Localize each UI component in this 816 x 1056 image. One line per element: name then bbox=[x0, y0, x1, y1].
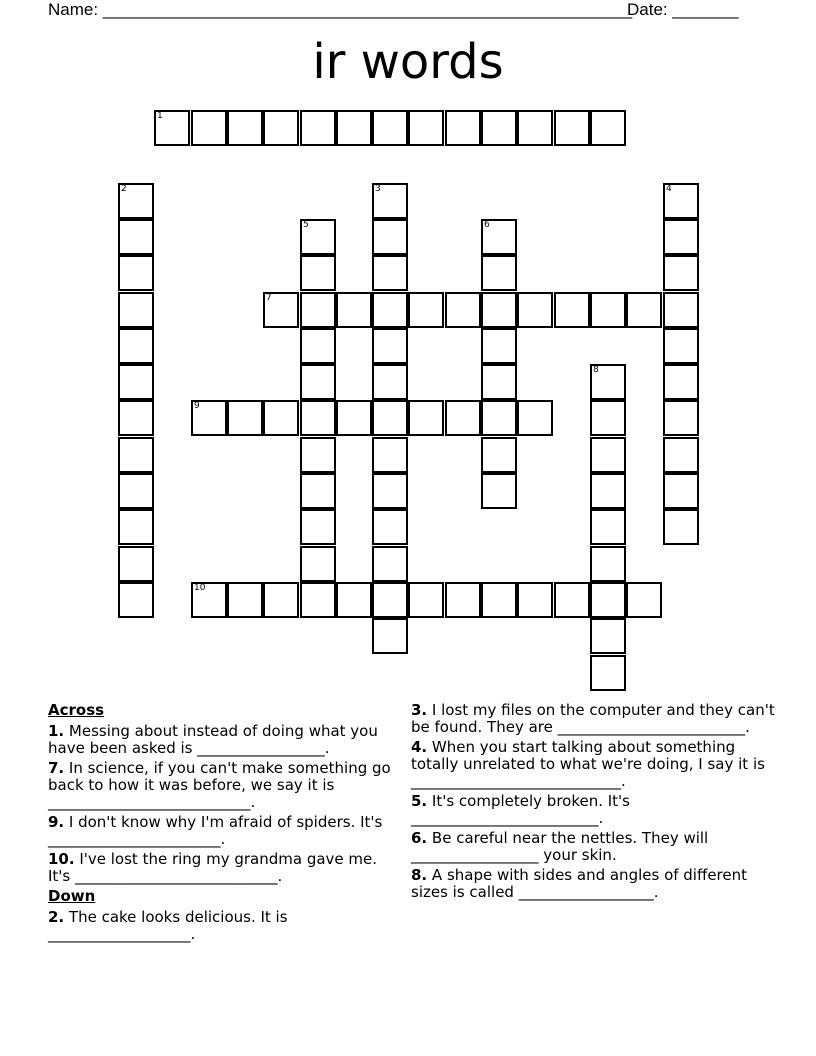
grid-cell[interactable] bbox=[227, 582, 263, 618]
clue-down-8: 8. A shape with sides and angles of different sizes is called __________________. bbox=[411, 866, 747, 901]
clue-down-5: 5. It's completely broken. It's _________________________. bbox=[411, 792, 630, 827]
grid-cell[interactable] bbox=[590, 292, 626, 328]
grid-cell[interactable] bbox=[336, 400, 372, 436]
clue-number: 6 bbox=[484, 220, 490, 230]
grid-cell[interactable] bbox=[372, 110, 408, 146]
grid-cell[interactable] bbox=[191, 110, 227, 146]
grid-cell[interactable] bbox=[336, 292, 372, 328]
grid-cell[interactable] bbox=[118, 582, 154, 618]
grid-cell[interactable] bbox=[590, 437, 626, 473]
grid-cell[interactable] bbox=[300, 509, 336, 545]
down-heading: Down bbox=[48, 887, 96, 905]
grid-cell[interactable] bbox=[191, 582, 227, 618]
grid-cell[interactable] bbox=[300, 437, 336, 473]
grid-cell[interactable] bbox=[300, 364, 336, 400]
clue-across-9: 9. I don't know why I'm afraid of spiders. It's _______________________. bbox=[48, 813, 383, 848]
grid-cell[interactable] bbox=[626, 292, 662, 328]
grid-cell[interactable] bbox=[554, 292, 590, 328]
grid-cell[interactable] bbox=[372, 183, 408, 219]
grid-cell[interactable] bbox=[445, 110, 481, 146]
grid-cell[interactable] bbox=[590, 509, 626, 545]
grid-cell[interactable] bbox=[481, 255, 517, 291]
grid-cell[interactable] bbox=[408, 110, 444, 146]
grid-cell[interactable] bbox=[263, 110, 299, 146]
grid-cell[interactable] bbox=[118, 292, 154, 328]
grid-cell[interactable] bbox=[372, 400, 408, 436]
grid-cell[interactable] bbox=[590, 655, 626, 691]
grid-cell[interactable] bbox=[300, 473, 336, 509]
clue-number: 4 bbox=[666, 184, 672, 194]
grid-cell[interactable] bbox=[481, 110, 517, 146]
grid-cell[interactable] bbox=[517, 400, 553, 436]
grid-cell[interactable] bbox=[408, 292, 444, 328]
grid-cell[interactable] bbox=[663, 437, 699, 473]
grid-cell[interactable] bbox=[300, 219, 336, 255]
grid-cell[interactable] bbox=[118, 183, 154, 219]
grid-cell[interactable] bbox=[481, 292, 517, 328]
grid-cell[interactable] bbox=[118, 219, 154, 255]
grid-cell[interactable] bbox=[663, 473, 699, 509]
grid-cell[interactable] bbox=[118, 328, 154, 364]
grid-cell[interactable] bbox=[445, 582, 481, 618]
clue-across-7: 7. In science, if you can't make something go back to how it was before, we say it is ___________________________. bbox=[48, 759, 391, 811]
grid-cell[interactable] bbox=[663, 328, 699, 364]
date-field-label: Date: _______ bbox=[627, 0, 739, 19]
grid-cell[interactable] bbox=[372, 582, 408, 618]
name-field-label: Name: ________________________________________________________ bbox=[48, 0, 633, 19]
clue-down-4: 4. When you start talking about something totally unrelated to what we're doing, I say it is ____________________________. bbox=[411, 738, 765, 790]
clue-number: 5 bbox=[303, 220, 309, 230]
grid-cell[interactable] bbox=[445, 400, 481, 436]
grid-cell[interactable] bbox=[300, 546, 336, 582]
grid-cell[interactable] bbox=[118, 473, 154, 509]
clue-down-6: 6. Be careful near the nettles. They will _________________ your skin. bbox=[411, 829, 709, 864]
grid-cell[interactable] bbox=[118, 400, 154, 436]
grid-cell[interactable] bbox=[481, 364, 517, 400]
clue-number: 1 bbox=[157, 111, 163, 121]
grid-cell[interactable] bbox=[481, 437, 517, 473]
clue-number: 2 bbox=[121, 184, 127, 194]
grid-cell[interactable] bbox=[481, 219, 517, 255]
grid-cell[interactable] bbox=[517, 292, 553, 328]
grid-cell[interactable] bbox=[372, 219, 408, 255]
grid-cell[interactable] bbox=[590, 546, 626, 582]
grid-cell[interactable] bbox=[372, 473, 408, 509]
grid-cell[interactable] bbox=[300, 582, 336, 618]
clue-down-2: 2. The cake looks delicious. It is ___________________. bbox=[48, 908, 288, 943]
grid-cell[interactable] bbox=[372, 509, 408, 545]
grid-cell[interactable] bbox=[481, 328, 517, 364]
clue-down-3: 3. I lost my files on the computer and they can't be found. They are _________________________. bbox=[411, 701, 775, 736]
clue-number: 8 bbox=[593, 365, 599, 375]
grid-cell[interactable] bbox=[663, 364, 699, 400]
grid-cell[interactable] bbox=[372, 437, 408, 473]
grid-cell[interactable] bbox=[263, 582, 299, 618]
grid-cell[interactable] bbox=[408, 400, 444, 436]
grid-cell[interactable] bbox=[590, 110, 626, 146]
grid-cell[interactable] bbox=[663, 400, 699, 436]
grid-cell[interactable] bbox=[191, 400, 227, 436]
grid-cell[interactable] bbox=[408, 582, 444, 618]
clue-number: 10 bbox=[194, 583, 206, 593]
clue-number: 7 bbox=[266, 293, 272, 303]
grid-cell[interactable] bbox=[372, 255, 408, 291]
grid-cell[interactable] bbox=[372, 328, 408, 364]
grid-cell[interactable] bbox=[118, 509, 154, 545]
grid-cell[interactable] bbox=[372, 618, 408, 654]
grid-cell[interactable] bbox=[590, 473, 626, 509]
grid-cell[interactable] bbox=[517, 582, 553, 618]
grid-cell[interactable] bbox=[372, 546, 408, 582]
grid-cell[interactable] bbox=[590, 364, 626, 400]
grid-cell[interactable] bbox=[481, 473, 517, 509]
grid-cell[interactable] bbox=[590, 582, 626, 618]
grid-cell[interactable] bbox=[300, 255, 336, 291]
grid-cell[interactable] bbox=[118, 255, 154, 291]
grid-cell[interactable] bbox=[663, 255, 699, 291]
grid-cell[interactable] bbox=[481, 400, 517, 436]
grid-cell[interactable] bbox=[554, 110, 590, 146]
grid-cell[interactable] bbox=[336, 582, 372, 618]
grid-cell[interactable] bbox=[263, 400, 299, 436]
grid-cell[interactable] bbox=[118, 546, 154, 582]
grid-cell[interactable] bbox=[445, 292, 481, 328]
grid-cell[interactable] bbox=[663, 219, 699, 255]
clue-number: 3 bbox=[375, 184, 381, 194]
across-heading: Across bbox=[48, 701, 105, 719]
grid-cell[interactable] bbox=[554, 582, 590, 618]
clues-left-column bbox=[48, 702, 393, 946]
grid-cell[interactable] bbox=[626, 582, 662, 618]
grid-cell[interactable] bbox=[372, 292, 408, 328]
grid-cell[interactable] bbox=[300, 110, 336, 146]
grid-cell[interactable] bbox=[300, 400, 336, 436]
grid-cell[interactable] bbox=[263, 292, 299, 328]
grid-cell[interactable] bbox=[300, 328, 336, 364]
clue-across-10: 10. I've lost the ring my grandma gave me. It's ___________________________. bbox=[48, 850, 378, 885]
grid-cell[interactable] bbox=[336, 110, 372, 146]
grid-cell[interactable] bbox=[590, 618, 626, 654]
grid-cell[interactable] bbox=[118, 364, 154, 400]
clue-across-1: 1. Messing about instead of doing what you have been asked is _________________. bbox=[48, 722, 378, 757]
grid-cell[interactable] bbox=[590, 400, 626, 436]
grid-cell[interactable] bbox=[663, 509, 699, 545]
grid-cell[interactable] bbox=[227, 400, 263, 436]
clues-right-column bbox=[411, 702, 776, 904]
grid-cell[interactable] bbox=[300, 292, 336, 328]
clue-number: 9 bbox=[194, 401, 200, 411]
grid-cell[interactable] bbox=[372, 364, 408, 400]
grid-cell[interactable] bbox=[154, 110, 190, 146]
grid-cell[interactable] bbox=[663, 292, 699, 328]
page-title: ir words bbox=[312, 34, 504, 90]
grid-cell[interactable] bbox=[663, 183, 699, 219]
grid-cell[interactable] bbox=[227, 110, 263, 146]
grid-cell[interactable] bbox=[118, 437, 154, 473]
grid-cell[interactable] bbox=[481, 582, 517, 618]
grid-cell[interactable] bbox=[517, 110, 553, 146]
